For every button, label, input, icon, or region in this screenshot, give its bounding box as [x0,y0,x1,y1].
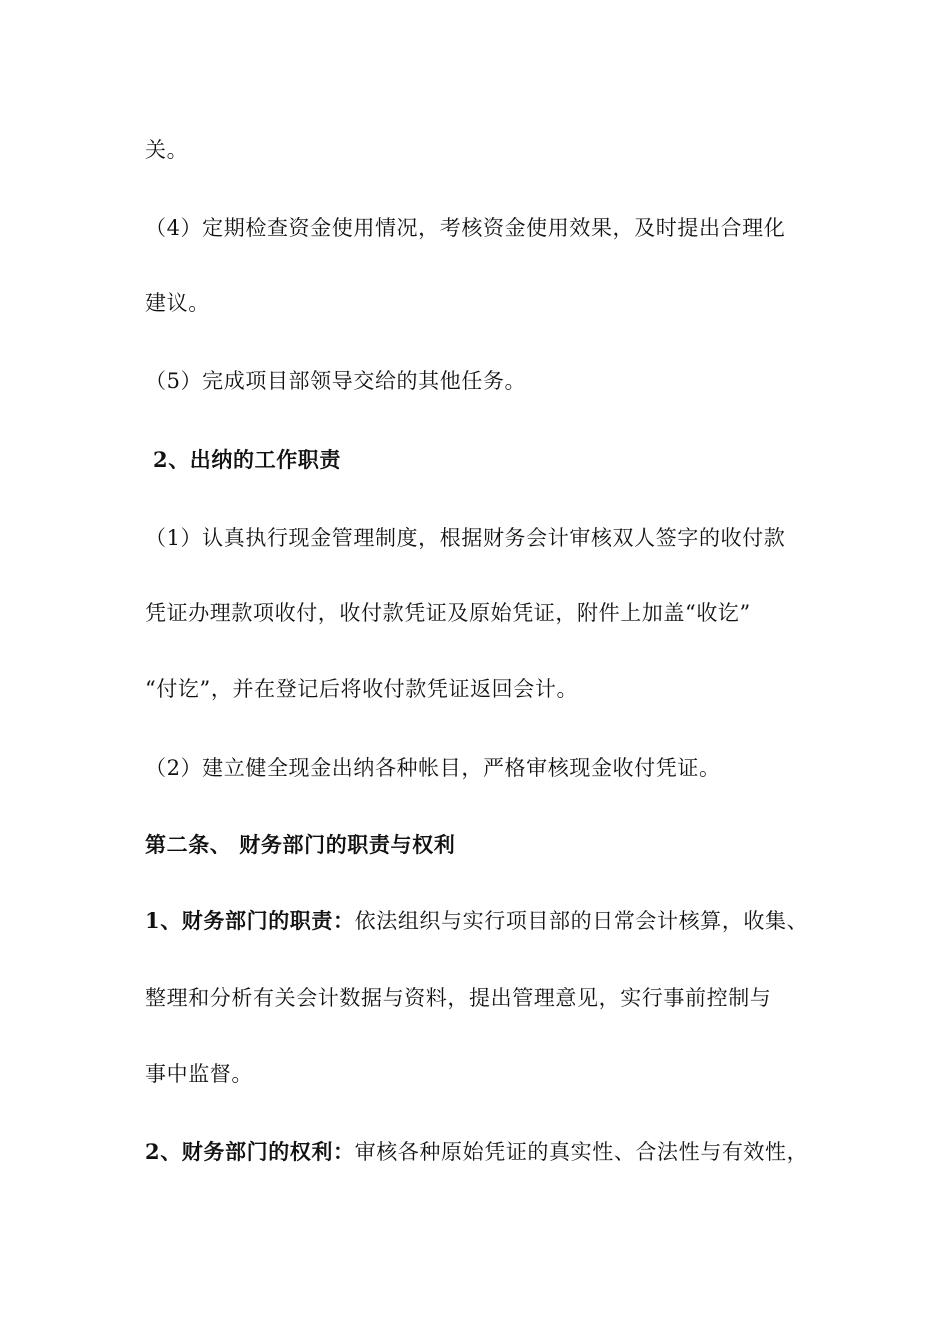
paragraph-line: 建议。 [145,291,210,315]
list-item-5: （5）完成项目部领导交给的其他任务。 [145,369,527,393]
rights-paragraph [145,1137,808,1167]
paragraph-line: 凭证办理款项收付，收付款凭证及原始凭证，附件上加盖“收讫” [145,601,751,625]
responsibility-paragraph [145,906,808,936]
responsibility-label: 1、财务部门的职责： [145,908,355,933]
rights-text: 审核各种原始凭证的真实性、合法性与有效性， [354,1140,809,1164]
list-item-2: （2）建立健全现金出纳各种帐目，严格审核现金收付凭证。 [145,756,721,780]
list-item-1: （1）认真执行现金管理制度，根据财务会计审核双人签字的收付款 [145,526,786,550]
paragraph-line: 事中监督。 [145,1062,253,1086]
rights-label: 2、财务部门的权利： [145,1139,355,1164]
article-heading: 第二条、 财务部门的职责与权利 [145,832,456,857]
list-item-4: （4）定期检查资金使用情况，考核资金使用效果，及时提出合理化 [145,216,786,240]
responsibility-text: 依法组织与实行项目部的日常会计核算，收集、 [354,909,809,933]
paragraph-line: 整理和分析有关会计数据与资料，提出管理意见，实行事前控制与 [145,986,772,1010]
section-heading-cashier: 2、出纳的工作职责 [153,447,342,472]
paragraph-line: 关。 [145,138,189,162]
paragraph-line: “付讫”，并在登记后将收付款凭证返回会计。 [145,677,579,701]
